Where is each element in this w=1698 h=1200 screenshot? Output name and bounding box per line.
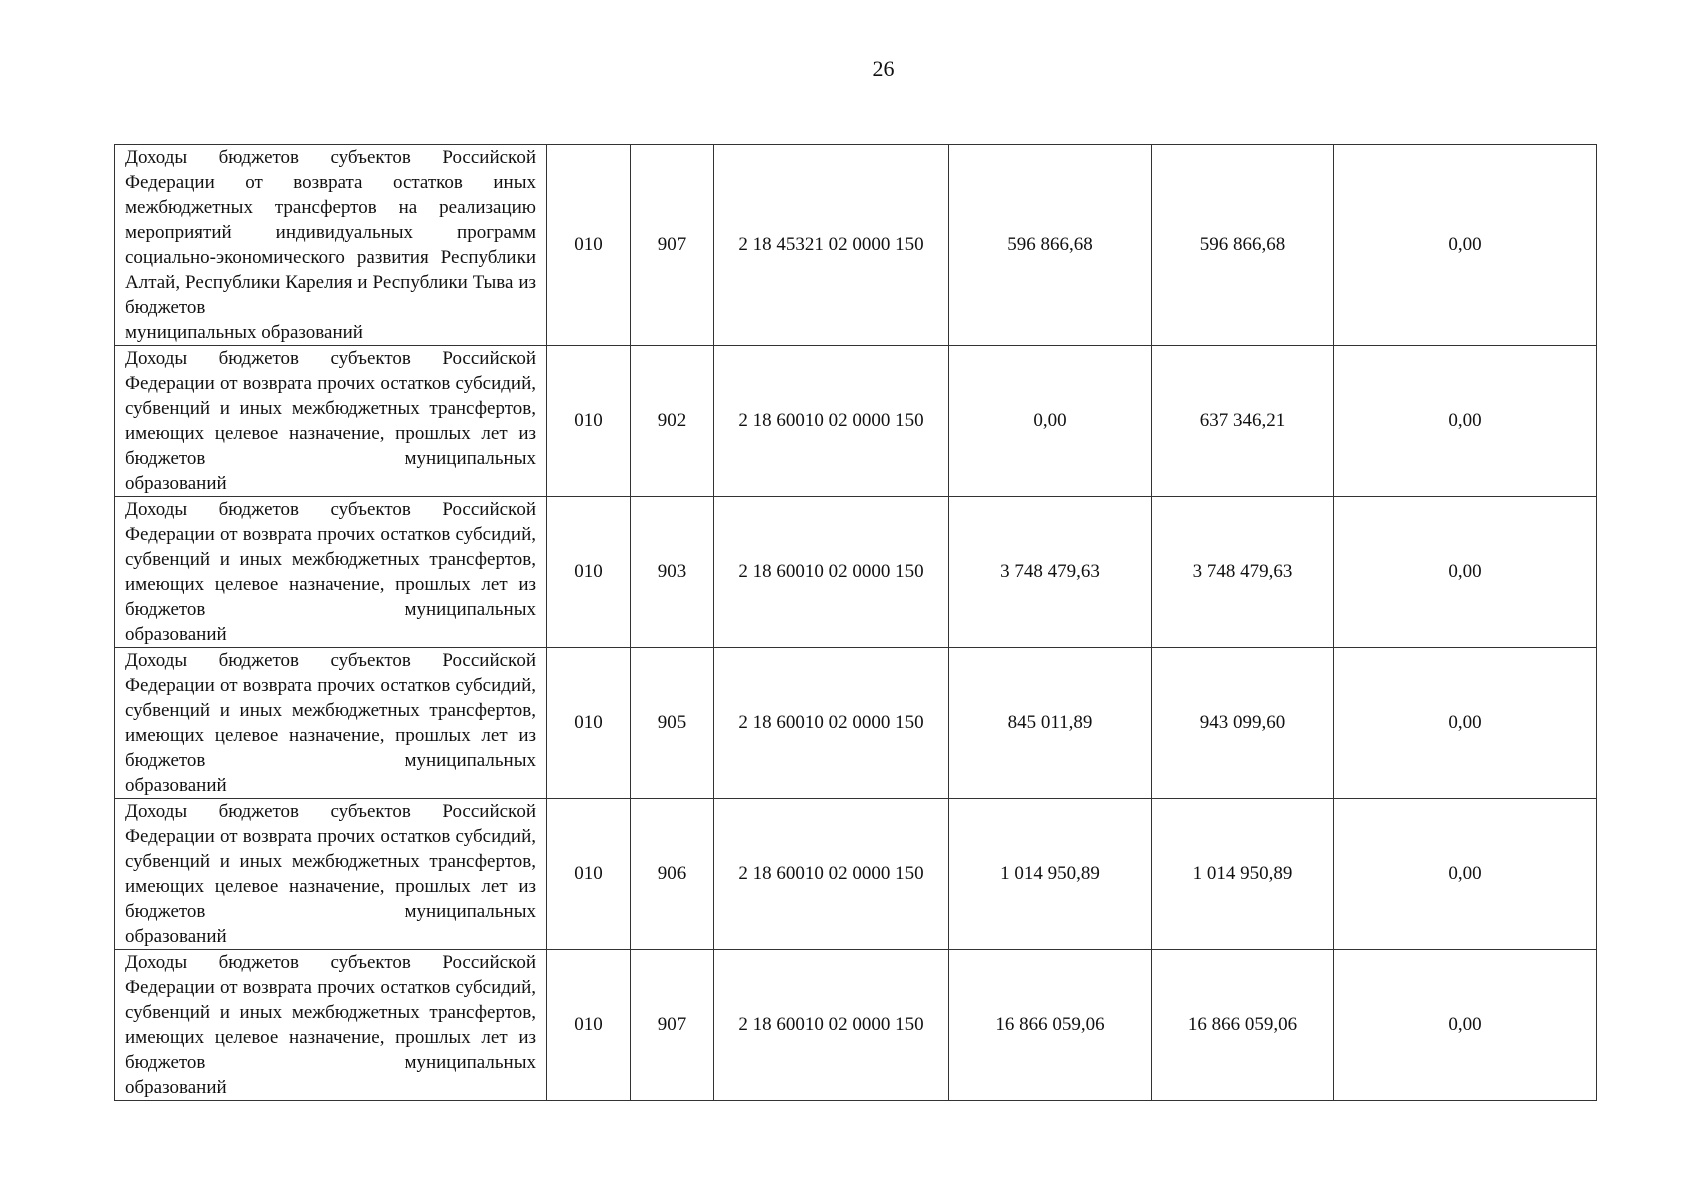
table-row: [115, 145, 1597, 346]
row-code-b: 902: [631, 346, 714, 497]
row-description: Доходы бюджетов субъектов Российской Федерации от возврата прочих остатков субсидий, субвенций и иных межбюджетных трансфертов, имеющих целевое назначение, прошлых лет из бюджетов муниципальных образований: [115, 346, 547, 497]
row-kbk-code: 2 18 60010 02 0000 150: [714, 346, 949, 497]
table-row: [115, 346, 1597, 497]
row-amount-1: 845 011,89: [949, 648, 1152, 799]
row-code-a: 010: [547, 648, 631, 799]
row-amount-1: 0,00: [949, 346, 1152, 497]
row-amount-3: 0,00: [1334, 648, 1597, 799]
revenue-table: [114, 144, 1597, 1101]
row-code-b: 907: [631, 950, 714, 1101]
row-amount-3: 0,00: [1334, 950, 1597, 1101]
row-code-b: 906: [631, 799, 714, 950]
row-amount-3: 0,00: [1334, 346, 1597, 497]
row-code-a: 010: [547, 950, 631, 1101]
table-row: [115, 497, 1597, 648]
row-kbk-code: 2 18 45321 02 0000 150: [714, 145, 949, 346]
row-amount-1: 16 866 059,06: [949, 950, 1152, 1101]
row-amount-2: 637 346,21: [1152, 346, 1334, 497]
row-amount-3: 0,00: [1334, 799, 1597, 950]
table-row: [115, 648, 1597, 799]
row-description: Доходы бюджетов субъектов Российской Федерации от возврата прочих остатков субсидий, субвенций и иных межбюджетных трансфертов, имеющих целевое назначение, прошлых лет из бюджетов муниципальных образований: [115, 497, 547, 648]
row-code-b: 907: [631, 145, 714, 346]
row-amount-2: 943 099,60: [1152, 648, 1334, 799]
row-amount-1: 596 866,68: [949, 145, 1152, 346]
row-description: Доходы бюджетов субъектов Российской Федерации от возврата остатков иных межбюджетных трансфертов на реализацию мероприятий индивидуальных программ социально-экономического развития Республики Алтай, Республики Карелия и Республики Тыва из бюджетов муниципальных образований: [115, 145, 547, 346]
row-amount-2: 16 866 059,06: [1152, 950, 1334, 1101]
row-code-b: 903: [631, 497, 714, 648]
row-kbk-code: 2 18 60010 02 0000 150: [714, 648, 949, 799]
row-kbk-code: 2 18 60010 02 0000 150: [714, 497, 949, 648]
row-kbk-code: 2 18 60010 02 0000 150: [714, 950, 949, 1101]
page-number: 26: [872, 56, 895, 81]
row-amount-1: 3 748 479,63: [949, 497, 1152, 648]
row-code-b: 905: [631, 648, 714, 799]
row-code-a: 010: [547, 346, 631, 497]
row-description: Доходы бюджетов субъектов Российской Федерации от возврата прочих остатков субсидий, субвенций и иных межбюджетных трансфертов, имеющих целевое назначение, прошлых лет из бюджетов муниципальных образований: [115, 950, 547, 1101]
row-code-a: 010: [547, 799, 631, 950]
table-row: [115, 950, 1597, 1101]
row-amount-3: 0,00: [1334, 145, 1597, 346]
row-amount-1: 1 014 950,89: [949, 799, 1152, 950]
row-amount-2: 3 748 479,63: [1152, 497, 1334, 648]
row-description: Доходы бюджетов субъектов Российской Федерации от возврата прочих остатков субсидий, субвенций и иных межбюджетных трансфертов, имеющих целевое назначение, прошлых лет из бюджетов муниципальных образований: [115, 648, 547, 799]
row-amount-2: 1 014 950,89: [1152, 799, 1334, 950]
row-description: Доходы бюджетов субъектов Российской Федерации от возврата прочих остатков субсидий, субвенций и иных межбюджетных трансфертов, имеющих целевое назначение, прошлых лет из бюджетов муниципальных образований: [115, 799, 547, 950]
row-amount-3: 0,00: [1334, 497, 1597, 648]
row-amount-2: 596 866,68: [1152, 145, 1334, 346]
row-kbk-code: 2 18 60010 02 0000 150: [714, 799, 949, 950]
row-code-a: 010: [547, 497, 631, 648]
row-code-a: 010: [547, 145, 631, 346]
table-row: [115, 799, 1597, 950]
